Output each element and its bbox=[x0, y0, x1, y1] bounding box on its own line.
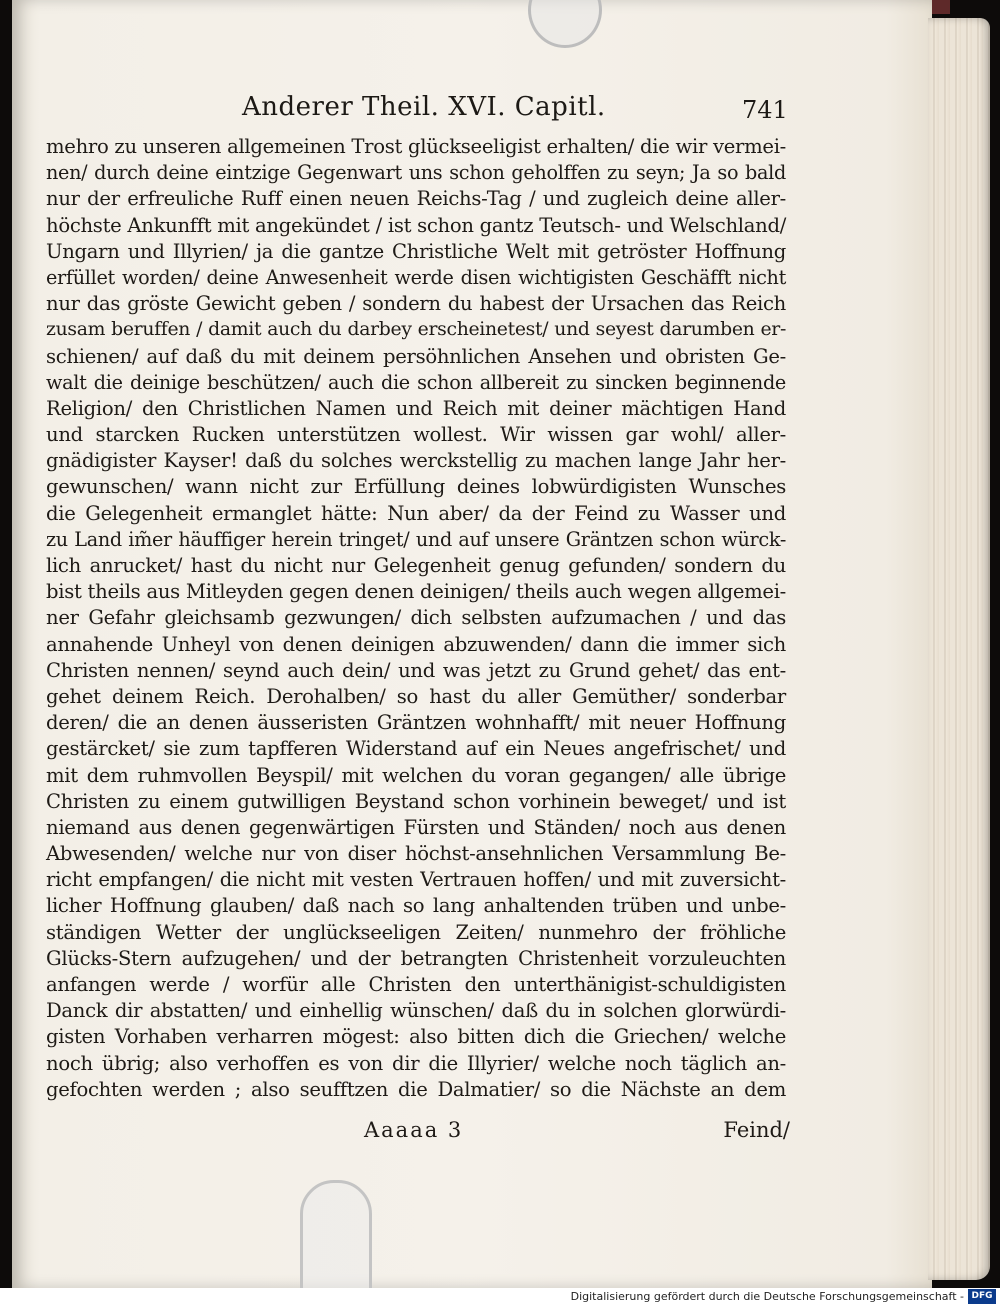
text-line: nen/ durch deine eintzige Gegenwart uns schon geholffen zu seyn; Ja so bald bbox=[46, 161, 786, 185]
dfg-logo: DFG bbox=[968, 1289, 996, 1304]
digitization-credit-bar bbox=[0, 1288, 1000, 1306]
text-line: Christen zu einem gutwilligen Beystand schon vorhinein beweget/ und ist bbox=[46, 789, 786, 813]
text-line: ständigen Wetter der unglückseeligen Zeiten/ nunmehro der fröhliche bbox=[46, 920, 786, 944]
text-line: deren/ die an denen äusseristen Gräntzen wohnhafft/ mit neuer Hoffnung bbox=[46, 711, 786, 735]
text-line: zu Land im̃er häuffiger herein tringet/ und auf unsere Gräntzen schon würck- bbox=[46, 527, 786, 551]
text-line: gewunschen/ wann nicht zur Erfüllung deines lobwürdigisten Wunsches bbox=[46, 475, 786, 499]
text-line: mehro zu unseren allgemeinen Trost glückseeligist erhalten/ die wir vermei- bbox=[46, 135, 786, 158]
credit-text: Digitalisierung gefördert durch die Deutsche Forschungsgemeinschaft - bbox=[570, 1290, 964, 1303]
text-line: Christen nennen/ seynd auch dein/ und was jetzt zu Grund gehet/ das ent- bbox=[46, 658, 786, 682]
text-line: schienen/ auf daß du mit deinem persöhnlichen Ansehen und obristen Ge- bbox=[46, 344, 786, 368]
text-line: noch übrig; also verhoffen es von dir die Illyrier/ welche noch täglich an- bbox=[46, 1051, 786, 1075]
text-line: die Gelegenheit ermanglet hätte: Nun aber/ da der Feind zu Wasser und bbox=[46, 501, 786, 525]
page-number: 741 bbox=[742, 96, 788, 124]
body-text bbox=[46, 134, 786, 1103]
text-line: gestärcket/ sie zum tapfferen Widerstand auf ein Neues angefrischet/ und bbox=[46, 737, 786, 761]
text-line: erfüllet worden/ deine Anwesenheit werde disen wichtigisten Geschäfft nicht bbox=[46, 265, 786, 289]
text-line: gefochten werden ; also seufftzen die Dalmatier/ so die Nächste an dem bbox=[46, 1077, 786, 1101]
catchword: Feind/ bbox=[723, 1118, 790, 1142]
text-line: und starcken Rucken unterstützen wollest. Wir wissen gar wohl/ aller- bbox=[46, 423, 786, 447]
text-line: gnädigister Kayser! daß du solches werckstellig zu machen lange Jahr her- bbox=[46, 449, 786, 473]
text-line: walt die deinige beschützen/ auch die schon allbereit zu sincken beginnende bbox=[46, 370, 786, 394]
page-footer bbox=[46, 1116, 790, 1150]
text-line: nur das gröste Gewicht geben / sondern du habest der Ursachen das Reich bbox=[46, 292, 786, 316]
text-line: zusam beruffen / damit auch du darbey erscheinetest/ und seyest darumben er- bbox=[46, 319, 786, 341]
book-page bbox=[12, 0, 932, 1288]
text-line: annahende Unheyl von denen deinigen abzuwenden/ dann die immer sich bbox=[46, 632, 786, 656]
text-line: höchste Ankunfft mit angekündet / ist schon gantz Teutsch- und Welschland/ bbox=[46, 213, 786, 237]
page-edges bbox=[928, 18, 990, 1280]
text-line: gisten Vorhaben verharren mögest: also bitten dich die Griechen/ welche bbox=[46, 1025, 786, 1049]
text-line: nur der erfreuliche Ruff einen neuen Reichs-Tag / und zugleich deine aller- bbox=[46, 187, 786, 211]
text-line: Ungarn und Illyrien/ ja die gantze Christliche Welt mit getröster Hoffnung bbox=[46, 239, 786, 263]
running-head-title: Anderer Theil. XVI. Capitl. bbox=[242, 92, 606, 122]
text-line: bist theils aus Mitleyden gegen denen deinigen/ theils auch wegen allgemei- bbox=[46, 580, 786, 604]
running-head bbox=[42, 92, 802, 132]
text-line: Danck dir abstatten/ und einhellig wünschen/ daß du in solchen glorwürdi- bbox=[46, 999, 786, 1023]
book-clip-bottom bbox=[300, 1180, 372, 1288]
text-line: richt empfangen/ die nicht mit vesten Vertrauen hoffen/ und mit zuversicht- bbox=[46, 868, 786, 892]
text-line: mit dem ruhmvollen Beyspil/ mit welchen du voran gegangen/ alle übrige bbox=[46, 763, 786, 787]
text-line: Glücks-Stern aufzugehen/ und der betrangten Christenheit vorzuleuchten bbox=[46, 946, 786, 970]
text-line: niemand aus denen gegenwärtigen Fürsten und Ständen/ noch aus denen bbox=[46, 815, 786, 839]
signature-mark: Aaaaa 3 bbox=[364, 1118, 464, 1142]
text-line: lich anrucket/ hast du nicht nur Gelegenheit genug gefunden/ sondern du bbox=[46, 554, 786, 577]
text-line: Abwesenden/ welche nur von diser höchst-ansehnlichen Versammlung Be- bbox=[46, 842, 786, 866]
text-line: anfangen werde / worfür alle Christen den unterthänigist-schuldigisten bbox=[46, 973, 786, 996]
text-line: Religion/ den Christlichen Namen und Reich mit deiner mächtigen Hand bbox=[46, 396, 786, 420]
text-line: licher Hoffnung glauben/ daß nach so lang anhaltenden trüben und unbe- bbox=[46, 894, 786, 918]
text-line: ner Gefahr gleichsamb gezwungen/ dich selbsten aufzumachen / und das bbox=[46, 606, 786, 630]
text-line: gehet deinem Reich. Derohalben/ so hast du aller Gemüther/ sonderbar bbox=[46, 684, 786, 708]
